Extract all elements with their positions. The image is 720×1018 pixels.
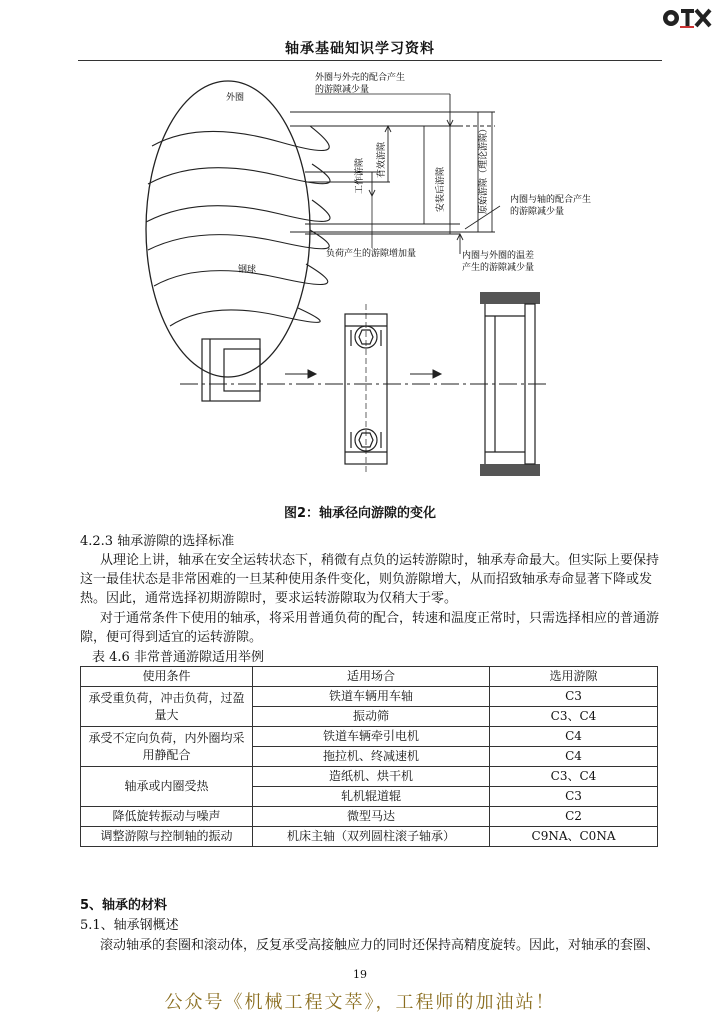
para2-line2: 隙，便可得到适宜的运转游隙。 xyxy=(80,630,263,645)
table-row xyxy=(81,687,658,707)
table-cell-condition: 承受不定向负荷，内外圈均采用静配合 xyxy=(81,727,253,767)
logo-icon xyxy=(662,6,712,30)
label-outer-fit-1: 外圈与外壳的配合产生 xyxy=(315,73,406,83)
table-cell-condition: 轴承或内圈受热 xyxy=(81,767,253,807)
header-rule xyxy=(78,60,662,61)
document-title: 轴承基础知识学习资料 xyxy=(285,41,435,57)
figure-caption: 图2：轴承径向游隙的变化 xyxy=(283,506,437,521)
table-header-row xyxy=(81,667,658,687)
label-inner-fit-1: 内圈与轴的配合产生 xyxy=(510,195,592,205)
table-cell: C3、C4 xyxy=(490,707,658,727)
clearance-diagram xyxy=(140,64,620,494)
table-row xyxy=(81,727,658,747)
table-row xyxy=(81,767,658,787)
table-cell: 轧机辊道辊 xyxy=(253,787,490,807)
label-installed-clearance: 安装后游隙 xyxy=(436,166,446,212)
label-theoretical-clearance: 原始游隙（理论游隙） xyxy=(479,123,489,214)
table-cell-condition: 降低旋转振动与噪声 xyxy=(81,807,253,827)
label-outer-ring: 外圈 xyxy=(226,93,245,103)
label-inner-fit-2: 的游隙减少量 xyxy=(510,207,565,217)
label-effective-clearance: 有效游隙 xyxy=(377,141,387,178)
shaft-drawing xyxy=(202,339,260,401)
label-temp-2: 产生的游隙减少量 xyxy=(462,263,535,273)
footer-banner: 公众号《机械工程文萃》，工程师的加油站！ xyxy=(164,992,556,1013)
table-cell: C3 xyxy=(490,787,658,807)
table-header: 使用条件 xyxy=(81,667,253,687)
label-working-clearance: 工作游隙 xyxy=(355,157,365,194)
page-number: 19 xyxy=(353,968,367,981)
table-cell: 造纸机、烘干机 xyxy=(253,767,490,787)
subsection-heading-51: 5.1、轴承钢概述 xyxy=(80,918,179,933)
section-heading-423: 4.2.3 轴承游隙的选择标准 xyxy=(80,534,235,549)
table-cell: C4 xyxy=(490,747,658,767)
label-load-increase: 负荷产生的游隙增加量 xyxy=(326,249,417,259)
table-cell: 拖拉机、终减速机 xyxy=(253,747,490,767)
table-cell: 铁道车辆牵引电机 xyxy=(253,727,490,747)
table-header: 选用游隙 xyxy=(490,667,658,687)
table-cell: C4 xyxy=(490,727,658,747)
section5-para1: 滚动轴承的套圈和滚动体，反复承受高接触应力的同时还保持高精度旋转。因此，对轴承的套圈、 xyxy=(100,938,660,953)
clearance-table xyxy=(80,666,658,847)
table-cell-condition: 调整游隙与控制轴的振动 xyxy=(81,827,253,847)
label-temp-1: 内圈与外圈的温差 xyxy=(462,251,535,261)
para2-line1: 对于通常条件下使用的轴承，将采用普通负荷的配合，转速和温度正常时，只需选择相应的普通游 xyxy=(100,611,660,626)
label-outer-fit-2: 的游隙减少量 xyxy=(315,85,370,95)
table-cell: 铁道车辆用车轴 xyxy=(253,687,490,707)
para1-line2: 这一最佳状态是非常困难的一旦某种使用条件变化，则负游隙增大，从而招致轴承寿命显著下降或发 xyxy=(80,572,653,587)
table-row xyxy=(81,827,658,847)
para1-line3: 热。因此，通常选择初期游隙时，要求运转游隙取为仅稍大于零。 xyxy=(80,591,458,606)
table-cell: 振动筛 xyxy=(253,707,490,727)
table-cell: C2 xyxy=(490,807,658,827)
table-cell: 机床主轴（双列圆柱滚子轴承） xyxy=(253,827,490,847)
table-cell: C3、C4 xyxy=(490,767,658,787)
table-header: 适用场合 xyxy=(253,667,490,687)
para1-line1: 从理论上讲，轴承在安全运转状态下，稍微有点负的运转游隙时，轴承寿命最大。但实际上要保持 xyxy=(100,553,660,568)
table-cell-condition: 承受重负荷，冲击负荷，过盈量大 xyxy=(81,687,253,727)
table-cell: C9NA、C0NA xyxy=(490,827,658,847)
table-cell: C3 xyxy=(490,687,658,707)
label-ball: 钢球 xyxy=(238,265,257,275)
table-cell: 微型马达 xyxy=(253,807,490,827)
section-heading-5: 5、轴承的材料 xyxy=(80,898,168,913)
ellipse-outline xyxy=(146,81,310,377)
table-row xyxy=(81,807,658,827)
table-caption: 表 4.6 非常普通游隙适用举例 xyxy=(92,650,264,665)
